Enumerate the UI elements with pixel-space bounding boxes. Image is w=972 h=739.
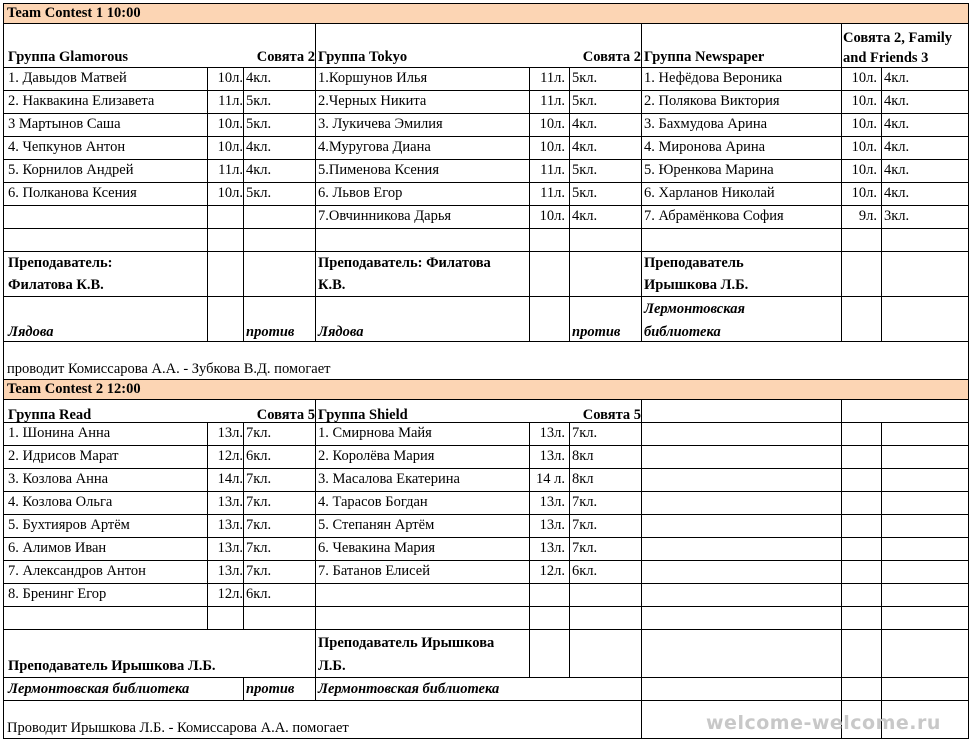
grid-hline: [3, 700, 969, 701]
grid-vline: [315, 629, 316, 701]
venue-label: Лермонтовская: [644, 301, 745, 317]
student-age: 12л.: [217, 448, 243, 464]
grid-hline: [3, 113, 969, 114]
grid-hline: [3, 341, 969, 342]
group-name: Группа Read: [8, 407, 92, 423]
coach-label: and Friends 3: [843, 50, 929, 66]
student-name: 4. Чепкунов Антон: [8, 139, 126, 155]
student-name: 5. Бухтияров Артём: [8, 517, 130, 533]
student-grade: 7кл.: [246, 563, 272, 579]
student-grade: 5кл.: [246, 93, 272, 109]
student-age: 11л.: [218, 162, 243, 178]
student-name: 5.Пименова Ксения: [318, 162, 439, 178]
student-age: 11л.: [218, 93, 243, 109]
grid-hline: [3, 159, 969, 160]
student-age: 13л.: [539, 540, 565, 556]
student-grade: 7кл.: [572, 425, 598, 441]
student-grade: 7кл.: [246, 540, 272, 556]
student-name: 1. Смирнова Майя: [318, 425, 432, 441]
grid-vline: [881, 67, 882, 342]
student-name: 5. Юренкова Марина: [644, 162, 774, 178]
student-age: 13л.: [539, 517, 565, 533]
grid-hline: [3, 514, 969, 515]
student-grade: 7кл.: [246, 471, 272, 487]
student-grade: 6кл.: [246, 448, 272, 464]
vs-label: против: [246, 324, 295, 340]
student-name: 7.Овчинникова Дарья: [318, 208, 452, 224]
student-grade: 5кл.: [572, 185, 598, 201]
student-grade: 4кл.: [246, 70, 272, 86]
student-grade: 4кл.: [572, 139, 598, 155]
student-name: 7. Абрамёнкова София: [644, 208, 784, 224]
student-age: 12л.: [217, 586, 243, 602]
coach-label: Совята 2, Family: [843, 30, 953, 46]
watermark-text: welcome-welcome.ru: [706, 712, 941, 734]
grid-vline: [881, 422, 882, 739]
student-age: 10л.: [851, 139, 877, 155]
teacher-label: Преподаватель: [644, 255, 744, 271]
student-name: 5. Степанян Артём: [318, 517, 435, 533]
group-name: Группа Tokyo: [318, 49, 408, 65]
grid-hline: [3, 205, 969, 206]
grid-vline: [529, 67, 530, 342]
student-name: 1. Давыдов Матвей: [8, 70, 127, 86]
grid-hline: [3, 583, 969, 584]
contest2-footer: Проводит Ирышкова Л.Б. - Комиссарова А.А. помогает: [7, 720, 349, 736]
student-grade: 3кл.: [884, 208, 910, 224]
student-grade: 7кл.: [246, 494, 272, 510]
grid-hline: [3, 23, 969, 24]
venue-label: библиотека: [644, 324, 721, 340]
grid-vline: [243, 67, 244, 342]
teacher-label: Преподаватель: Филатова: [318, 255, 491, 271]
student-grade: 4кл.: [884, 139, 910, 155]
grid-vline: [315, 23, 316, 342]
student-name: 4. Миронова Арина: [644, 139, 766, 155]
student-age: 10л.: [539, 208, 565, 224]
student-age: 13л.: [539, 494, 565, 510]
student-name: 7. Батанов Елисей: [318, 563, 430, 579]
grid-vline: [569, 422, 570, 678]
student-name: 2. Идрисов Марат: [8, 448, 119, 464]
grid-vline: [207, 67, 208, 342]
student-grade: 4кл.: [246, 139, 272, 155]
student-grade: 4кл.: [884, 162, 910, 178]
student-age: 11л.: [540, 70, 565, 86]
student-name: 6. Харланов Николай: [644, 185, 775, 201]
teacher-label: Филатова К.В.: [8, 277, 104, 293]
student-age: 13л.: [217, 563, 243, 579]
group-name: Группа Newspaper: [644, 49, 765, 65]
grid-vline: [243, 677, 244, 701]
grid-hline: [3, 90, 969, 91]
student-age: 14 л.: [536, 471, 565, 487]
coach-label: Совята 5: [256, 407, 315, 423]
teacher-label: К.В.: [318, 277, 346, 293]
student-age: 10л.: [851, 93, 877, 109]
coach-label: Совята 2: [256, 49, 315, 65]
opponent-label: Лермонтовская библиотека: [318, 681, 500, 697]
student-age: 13л.: [539, 448, 565, 464]
student-grade: 8кл: [572, 471, 594, 487]
grid-vline: [641, 399, 642, 739]
grid-vline: [841, 399, 842, 739]
grid-hline: [3, 491, 969, 492]
student-grade: 4кл.: [246, 162, 272, 178]
student-age: 10л.: [217, 185, 243, 201]
student-grade: 4кл.: [884, 70, 910, 86]
student-age: 10л.: [217, 70, 243, 86]
student-age: 10л.: [851, 116, 877, 132]
student-age: 13л.: [217, 494, 243, 510]
student-age: 13л.: [539, 425, 565, 441]
grid-vline: [243, 422, 244, 630]
student-name: 4.Муругова Диана: [318, 139, 431, 155]
coach-label: Совята 5: [582, 407, 641, 423]
student-grade: 4кл.: [884, 116, 910, 132]
student-grade: 7кл.: [572, 517, 598, 533]
student-age: 10л.: [851, 70, 877, 86]
student-age: 13л.: [217, 425, 243, 441]
student-age: 10л.: [851, 185, 877, 201]
student-name: 2. Наквакина Елизавета: [8, 93, 155, 109]
student-age: 11л.: [540, 162, 565, 178]
grid-vline: [3, 3, 4, 739]
grid-hline: [3, 606, 969, 607]
student-age: 13л.: [217, 517, 243, 533]
grid-vline: [841, 23, 842, 342]
grid-hline: [3, 629, 969, 630]
grid-hline: [3, 228, 969, 229]
grid-hline: [3, 560, 969, 561]
grid-hline: [3, 399, 969, 400]
student-name: 1. Шонина Анна: [8, 425, 111, 441]
student-grade: 4кл.: [884, 185, 910, 201]
contest1-title: Team Contest 1 10:00: [7, 5, 141, 21]
student-name: 3. Лукичева Эмилия: [318, 116, 443, 132]
student-name: 6. Полканова Ксения: [8, 185, 137, 201]
grid-hline: [3, 677, 969, 678]
student-name: 5. Корнилов Андрей: [8, 162, 134, 178]
grid-vline: [529, 422, 530, 678]
student-name: 3. Бахмудова Арина: [644, 116, 768, 132]
grid-hline: [3, 182, 969, 183]
student-grade: 5кл.: [246, 185, 272, 201]
student-grade: 4кл.: [572, 116, 598, 132]
student-name: 3 Мартынов Саша: [8, 116, 121, 132]
student-name: 6. Чевакина Мария: [318, 540, 436, 556]
grid-hline: [3, 67, 969, 68]
student-grade: 6кл.: [246, 586, 272, 602]
student-grade: 7кл.: [572, 494, 598, 510]
teacher-label: Л.Б.: [318, 658, 346, 674]
grid-vline: [641, 23, 642, 342]
student-age: 11л.: [540, 93, 565, 109]
student-name: 1. Нефёдова Вероника: [644, 70, 783, 86]
grid-hline: [3, 445, 969, 446]
student-grade: 4кл.: [572, 208, 598, 224]
student-grade: 7кл.: [246, 517, 272, 533]
contest1-footer: проводит Комиссарова А.А. - Зубкова В.Д. помогает: [7, 361, 331, 377]
grid-vline: [207, 422, 208, 630]
opponent-label: Лермонтовская библиотека: [8, 681, 190, 697]
student-grade: 4кл.: [884, 93, 910, 109]
student-age: 13л.: [217, 540, 243, 556]
opponent-label: Лядова: [318, 324, 364, 340]
student-name: 4. Тарасов Богдан: [318, 494, 428, 510]
student-age: 14л.: [217, 471, 243, 487]
student-age: 10л.: [851, 162, 877, 178]
group-name: Группа Shield: [318, 407, 408, 423]
vs-label: против: [246, 681, 295, 697]
student-name: 6. Львов Егор: [318, 185, 403, 201]
grid-hline: [3, 251, 969, 252]
grid-hline: [3, 468, 969, 469]
student-grade: 6кл.: [572, 563, 598, 579]
student-grade: 5кл.: [246, 116, 272, 132]
student-name: 3. Масалова Екатерина: [318, 471, 460, 487]
student-name: 1.Коршунов Илья: [318, 70, 428, 86]
student-age: 10л.: [217, 139, 243, 155]
student-age: 10л.: [539, 139, 565, 155]
student-grade: 7кл.: [246, 425, 272, 441]
student-age: 10л.: [217, 116, 243, 132]
contest2-title: Team Contest 2 12:00: [7, 381, 141, 397]
coach-label: Совята 2: [582, 49, 641, 65]
grid-vline: [968, 3, 969, 739]
opponent-label: Лядова: [8, 324, 54, 340]
student-name: 2. Королёва Мария: [318, 448, 435, 464]
grid-hline: [3, 296, 969, 297]
student-name: 7. Александров Антон: [8, 563, 146, 579]
spreadsheet-table: [3, 3, 969, 738]
grid-hline: [3, 136, 969, 137]
student-name: 2.Черных Никита: [318, 93, 427, 109]
student-name: 6. Алимов Иван: [8, 540, 107, 556]
vs-label: против: [572, 324, 621, 340]
teacher-label: Преподаватель:: [8, 255, 113, 271]
student-name: 8. Бренинг Егор: [8, 586, 107, 602]
student-grade: 5кл.: [572, 162, 598, 178]
group-name: Группа Glamorous: [8, 49, 129, 65]
student-age: 11л.: [540, 185, 565, 201]
grid-vline: [569, 67, 570, 342]
student-name: 2. Полякова Виктория: [644, 93, 780, 109]
student-age: 9л.: [858, 208, 877, 224]
teacher-label: Преподаватель Ирышкова Л.Б.: [8, 658, 216, 674]
teacher-label: Преподаватель Ирышкова: [318, 635, 495, 651]
student-grade: 5кл.: [572, 70, 598, 86]
student-grade: 7кл.: [572, 540, 598, 556]
student-name: 3. Козлова Анна: [8, 471, 109, 487]
student-age: 10л.: [539, 116, 565, 132]
teacher-label: Ирышкова Л.Б.: [644, 277, 749, 293]
student-grade: 8кл: [572, 448, 594, 464]
student-age: 12л.: [539, 563, 565, 579]
student-name: 4. Козлова Ольга: [8, 494, 113, 510]
student-grade: 5кл.: [572, 93, 598, 109]
grid-hline: [3, 537, 969, 538]
